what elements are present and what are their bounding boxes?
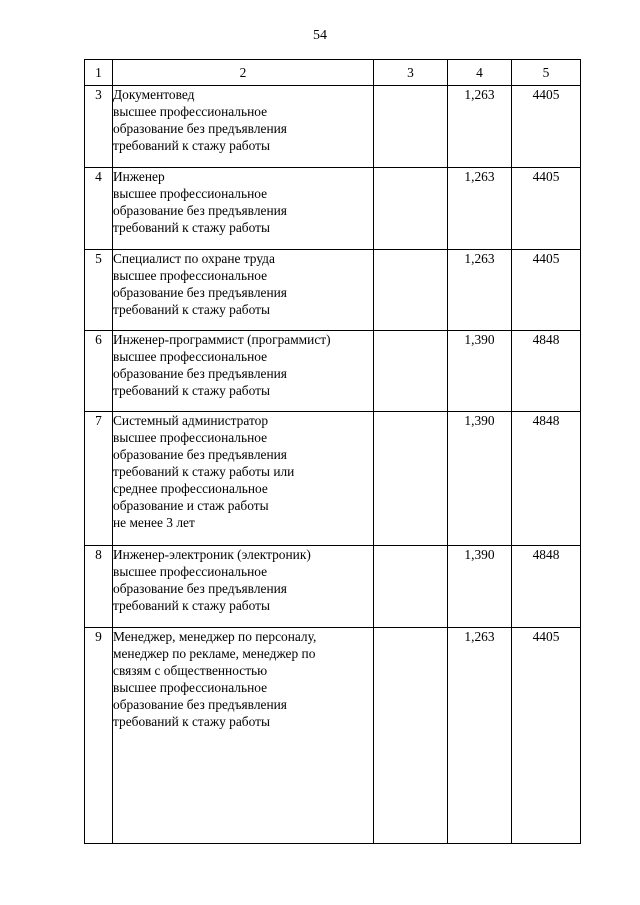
coefficient-cell: 1,263	[448, 168, 512, 250]
description-line: требований к стажу работы	[113, 138, 270, 153]
description-line: требований к стажу работы	[113, 220, 270, 235]
description-line: связям с общественностью	[113, 663, 268, 678]
table-row	[85, 628, 581, 844]
description-line: Специалист по охране труда	[113, 251, 275, 266]
description-line: образование без предъявления	[113, 447, 287, 462]
table-row	[85, 168, 581, 250]
description-line: высшее профессиональное	[113, 104, 268, 119]
description-line: Инженер-программист (программист)	[113, 332, 331, 347]
description-line: образование без предъявления	[113, 285, 287, 300]
table-row	[85, 331, 581, 412]
salary-cell: 4405	[512, 250, 581, 331]
row-number: 6	[85, 331, 113, 412]
description-line: требований к стажу работы или	[113, 464, 295, 479]
col3-cell	[374, 628, 448, 844]
coefficient-cell: 1,263	[448, 628, 512, 844]
position-description	[113, 331, 374, 412]
description-line: Системный администратор	[113, 413, 269, 428]
description-line: образование и стаж работы	[113, 498, 269, 513]
header-cell: 3	[374, 60, 448, 86]
header-cell: 2	[113, 60, 374, 86]
salary-cell: 4405	[512, 628, 581, 844]
table-row	[85, 86, 581, 168]
description-line: не менее 3 лет	[113, 515, 195, 530]
position-description	[113, 546, 374, 628]
table-row	[85, 546, 581, 628]
description-line: требований к стажу работы	[113, 714, 270, 729]
position-description	[113, 86, 374, 168]
table-header-row	[85, 60, 581, 86]
salary-cell: 4848	[512, 331, 581, 412]
coefficient-cell: 1,390	[448, 412, 512, 546]
row-number: 8	[85, 546, 113, 628]
position-description	[113, 168, 374, 250]
salary-cell: 4405	[512, 168, 581, 250]
description-line: Инженер-электроник (электроник)	[113, 547, 311, 562]
row-number: 3	[85, 86, 113, 168]
coefficient-cell: 1,263	[448, 250, 512, 331]
positions-table	[84, 59, 581, 844]
description-line: менеджер по рекламе, менеджер по	[113, 646, 316, 661]
table-row	[85, 412, 581, 546]
description-line: высшее профессиональное	[113, 268, 268, 283]
row-number: 4	[85, 168, 113, 250]
col3-cell	[374, 412, 448, 546]
position-description	[113, 250, 374, 331]
coefficient-cell: 1,390	[448, 546, 512, 628]
position-description	[113, 628, 374, 844]
salary-cell: 4405	[512, 86, 581, 168]
description-line: требований к стажу работы	[113, 302, 270, 317]
description-line: высшее профессиональное	[113, 349, 268, 364]
col3-cell	[374, 331, 448, 412]
description-line: высшее профессиональное	[113, 186, 268, 201]
description-line: образование без предъявления	[113, 581, 287, 596]
description-line: образование без предъявления	[113, 203, 287, 218]
description-line: образование без предъявления	[113, 121, 287, 136]
description-line: Инженер	[113, 169, 165, 184]
coefficient-cell: 1,263	[448, 86, 512, 168]
description-line: Документовед	[113, 87, 195, 102]
position-description	[113, 412, 374, 546]
salary-cell: 4848	[512, 412, 581, 546]
header-cell: 4	[448, 60, 512, 86]
col3-cell	[374, 546, 448, 628]
header-cell: 1	[85, 60, 113, 86]
description-line: среднее профессиональное	[113, 481, 268, 496]
col3-cell	[374, 168, 448, 250]
page-number: 54	[313, 28, 327, 43]
description-line: требований к стажу работы	[113, 598, 270, 613]
description-line: высшее профессиональное	[113, 564, 268, 579]
description-line: высшее профессиональное	[113, 680, 268, 695]
col3-cell	[374, 86, 448, 168]
header-cell: 5	[512, 60, 581, 86]
col3-cell	[374, 250, 448, 331]
row-number: 9	[85, 628, 113, 844]
description-line: высшее профессиональное	[113, 430, 268, 445]
row-number: 5	[85, 250, 113, 331]
description-line: Менеджер, менеджер по персоналу,	[113, 629, 317, 644]
description-line: образование без предъявления	[113, 366, 287, 381]
description-line: образование без предъявления	[113, 697, 287, 712]
table-row	[85, 250, 581, 331]
coefficient-cell: 1,390	[448, 331, 512, 412]
row-number: 7	[85, 412, 113, 546]
salary-cell: 4848	[512, 546, 581, 628]
description-line: требований к стажу работы	[113, 383, 270, 398]
